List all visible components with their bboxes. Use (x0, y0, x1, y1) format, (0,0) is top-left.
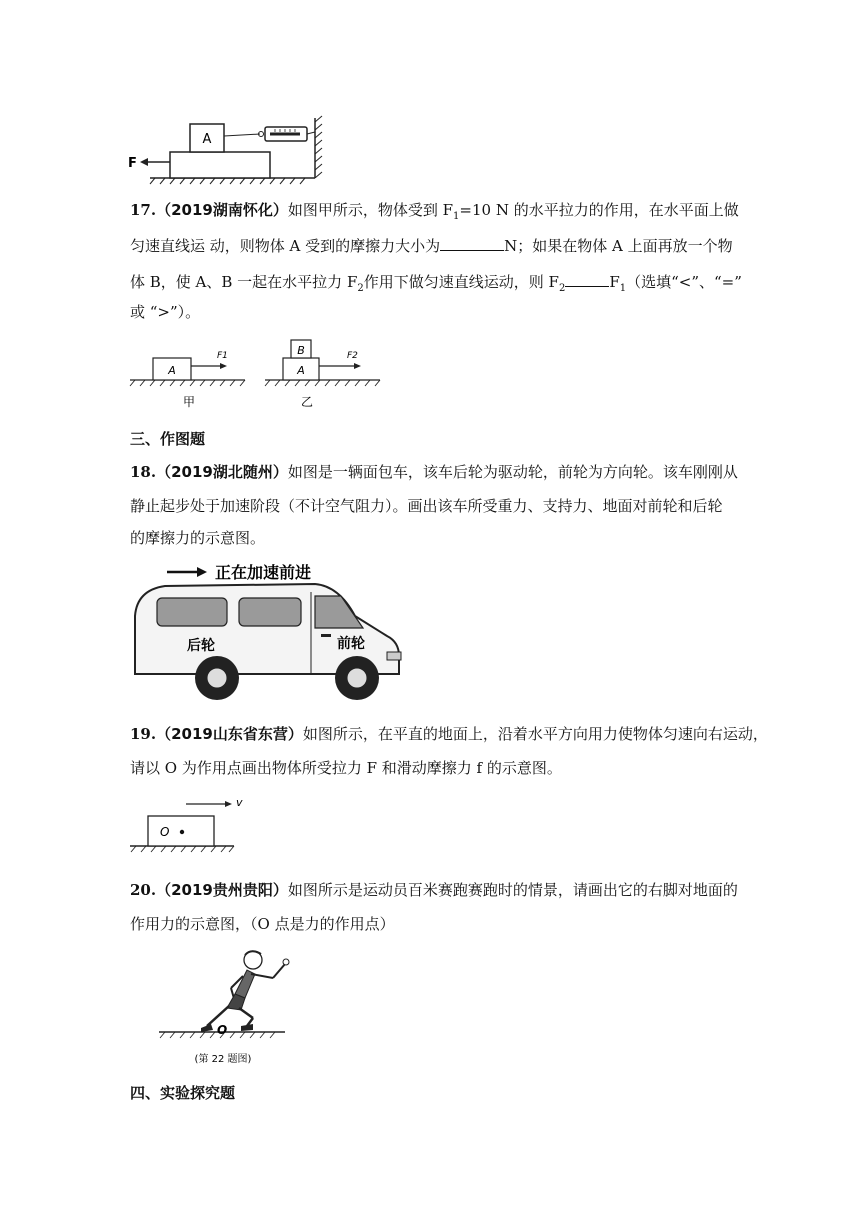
section-heading-experiment: 四、实验探究题 (130, 1084, 236, 1102)
point-o-dot (180, 830, 184, 834)
q17-text-1b: =10 N 的水平拉力的作用，在水平面上做 (459, 201, 739, 219)
q19-number: 19. (130, 725, 157, 743)
q20-text-1: 如图所示是运动员百米赛跑赛跑时的情景，请画出它的右脚对地面的 (287, 881, 738, 899)
van-banner-text: 正在加速前进 (215, 563, 312, 582)
q19-line1 (130, 724, 768, 744)
q17-sub-2a: 2 (357, 283, 364, 294)
front-wheel-label: 前轮 (337, 636, 365, 652)
q17-source: （2019湖南怀化） (156, 201, 288, 219)
q20-number: 20. (130, 881, 157, 899)
q18-text-2: 静止起步处于加速阶段（不计空气阻力）。画出该车所受重力、支持力、地面对前轮和后轮 (130, 497, 723, 515)
answer-blank-friction[interactable] (440, 236, 504, 251)
q19-line2 (130, 758, 562, 778)
fig-yi-block-a: A (297, 364, 305, 377)
q17-text-3d: （选填“<”、“=” (626, 273, 742, 291)
fig-jia-block-a: A (168, 364, 176, 377)
fig-yi-label: 乙 (300, 395, 314, 409)
q17-number: 17. (130, 201, 157, 219)
q17-line2 (130, 236, 733, 256)
figure-q17 (125, 336, 395, 414)
block-a-label: A (202, 132, 212, 147)
q20-line1 (130, 880, 738, 900)
point-o-label: O (160, 825, 170, 839)
figure-spring-scale (120, 110, 330, 190)
q17-sub-1: 1 (453, 211, 460, 222)
q18-line2 (130, 496, 723, 516)
q20-source: （2019贵州贵阳） (156, 881, 288, 899)
figure-block-velocity (128, 792, 248, 862)
q17-text-3c: F (609, 273, 620, 291)
q17-text-2a: 匀速直线运 动，则物体 A 受到的摩擦力大小为 (130, 237, 441, 255)
q20-text-2: 作用力的示意图，（O 点是力的作用点） (130, 915, 395, 933)
q18-number: 18. (130, 463, 157, 481)
q17-text-4: 或 “>”）。 (130, 303, 201, 321)
fig-yi-block-b: B (297, 344, 305, 357)
fig-jia-force: F1 (217, 351, 228, 361)
q18-source: （2019湖北随州） (156, 463, 288, 481)
q17-sub-2b: 2 (558, 283, 566, 294)
q19-text-2: 请以 O 为作用点画出物体所受拉力 F 和滑动摩擦力 f 的示意图。 (130, 759, 562, 777)
q17-text-3b: 作用下做匀速直线运动，则 F (363, 273, 559, 291)
q17-text-3a: 体 B，使 A、B 一起在水平拉力 F (130, 273, 358, 291)
q17-text-2b: N；如果在物体 A 上面再放一个物 (504, 237, 733, 255)
q20-line2 (130, 914, 395, 934)
velocity-label: v (236, 796, 243, 809)
q18-text-3: 的摩擦力的示意图。 (130, 529, 266, 547)
q19-text-1: 如图所示，在平直的地面上，沿着水平方向用力使物体匀速向右运动， (302, 725, 768, 743)
q18-line1 (130, 462, 738, 482)
fig-jia-label: 甲 (182, 395, 196, 409)
force-f-label: F (128, 156, 137, 171)
rear-wheel-label: 后轮 (187, 638, 215, 654)
figure-van (125, 556, 415, 706)
q17-line1 (130, 200, 739, 227)
runner-point-o: O (217, 1023, 228, 1037)
fig-yi-force: F2 (347, 351, 358, 361)
q18-line3 (130, 528, 265, 548)
q17-line3 (130, 272, 742, 299)
q17-line4 (130, 302, 200, 322)
figure-runner (155, 942, 305, 1072)
section-heading-drawing: 三、作图题 (130, 430, 206, 448)
q17-text-1a: 如图甲所示，物体受到 F (287, 201, 454, 219)
answer-blank-compare[interactable] (565, 272, 609, 287)
runner-caption: (第 22 题图) (194, 1054, 252, 1065)
q17-sub-1b: 1 (619, 283, 627, 294)
q18-text-1: 如图是一辆面包车，该车后轮为驱动轮，前轮为方向轮。该车刚刚从 (287, 463, 738, 481)
q19-source: （2019山东省东营） (156, 725, 303, 743)
